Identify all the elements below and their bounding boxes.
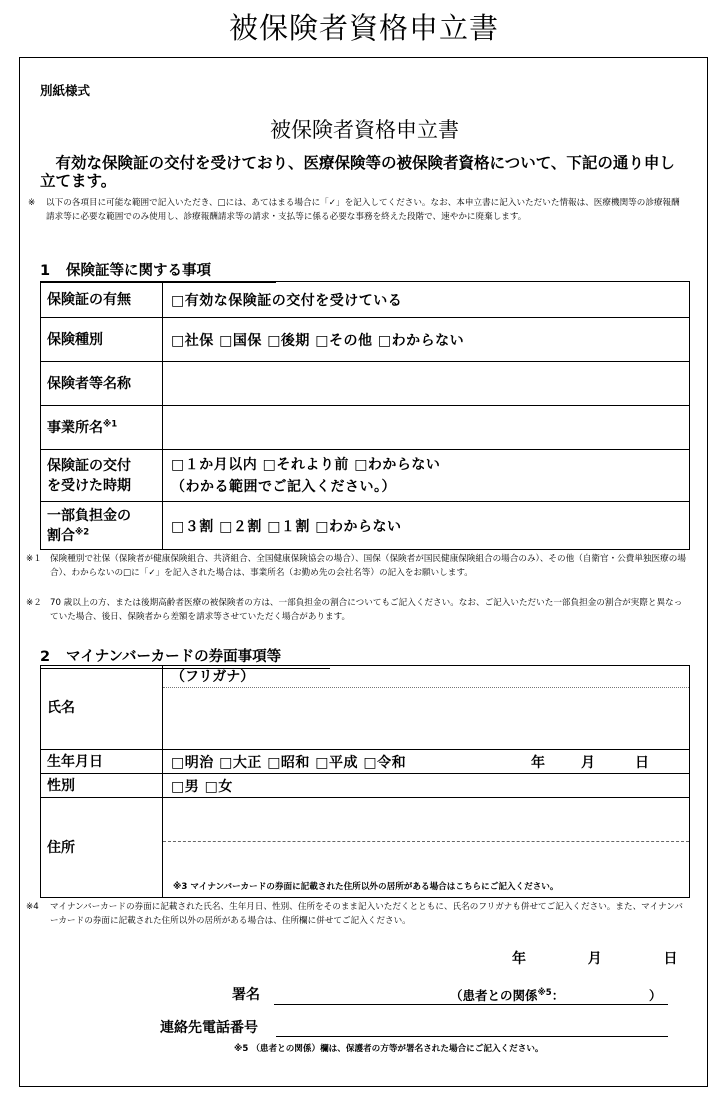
office-name-label-text: 事業所名 [47,419,103,436]
signature-label: 署名 [232,987,260,1003]
note-text: 70 歳以上の方、または後期高齢者医療の被保険者の方は、一部負担金の割合についてもご記入ください。なお、ご記入いただいた一部負担金の割合が実際と異なっていた場合、後日、保険者から差額を請求等させていただく場合があります。 [50,598,683,622]
relation-colon: ： [551,988,565,1003]
copay-ratio-row [41,502,690,550]
address-line-1[interactable] [163,798,689,842]
note-mark: ※4 [26,902,39,912]
insurance-table [40,281,690,550]
insurer-name-label: 保険者等名称 [41,362,163,406]
footnote-ref: ※1 [103,418,118,429]
copay-label-line1: 一部負担金の [47,507,131,524]
office-name-field[interactable] [163,406,690,450]
address-row [41,798,690,898]
date-month-unit: 月 [587,951,602,967]
office-name-row [41,406,690,450]
note-text: マイナンバーカードの券面に記載された氏名、生年月日、性別、住所をそのまま記入いただくとともに、氏名のフリガナも併せてご記入ください。また、マイナンバーカードの券面に記載された住所以外の居所がある場合は、住所欄に併せてご記入ください。 [50,902,683,926]
note-mark: ※ [28,198,36,208]
era-options[interactable]: □明治 □大正 □昭和 □平成 □令和 [171,754,407,771]
issue-time-label-line2: を受けた時期 [47,477,131,494]
issue-time-options[interactable]: □１か月以内 □それより前 □わからない [171,456,441,473]
address-field[interactable] [163,798,690,898]
gender-label: 性別 [41,774,163,798]
month-unit: 月 [581,754,596,771]
year-unit: 年 [531,754,546,771]
issue-time-label-line1: 保険証の交付 [47,457,131,474]
copay-ratio-label [41,502,163,550]
relation-open: （患者との関係 [450,988,538,1003]
furigana-field[interactable]: （フリガナ） [163,666,689,688]
note-text: 以下の各項目に可能な範囲で記入いただき、□には、あてはまる場合に「✓」を記入してください。なお、本申立書に記入いただいた情報は、医療機関等の診療報酬請求等に必要な範囲でのみ使用し、診療報酬請求等の請求・支払等に係る必要な事務を終えた段階で、速やかに廃棄します。 [46,198,680,222]
signature-note: ※5 （患者との関係）欄は、保護者の方等が署名された場合にご記入ください。 [234,1044,544,1054]
copay-label-line2: 割合 [47,527,75,544]
annex-label: 別紙様式 [40,83,91,98]
note-text: 保険種別で社保（保険者が健康保険組合、共済組合、全国健康保険協会の場合）、国保（保険者が国民健康保険組合の場合のみ）、その他（自衛官・公費単独医療の場合）、わからないの□に「✓」を記入された場合は、事業所名（お勤め先の会社名等）の記入をお願いします。 [50,554,686,578]
insurance-type-label: 保険種別 [41,318,163,362]
insurance-type-row [41,318,690,362]
note-mark: ※２ [26,598,42,608]
relation-close: ） [648,988,662,1003]
gender-row [41,774,690,798]
issue-time-row [41,450,690,502]
section-number: 2 [40,649,51,665]
address-line-2[interactable] [163,842,689,880]
date-day-unit: 日 [663,951,678,967]
insurer-name-field[interactable] [163,362,690,406]
address-label: 住所 [41,798,163,898]
section-2-title [40,645,330,666]
name-row [41,666,690,750]
section-2-note [26,900,686,928]
signature-line[interactable] [274,1004,668,1005]
section-1-note-1 [26,552,686,580]
issue-time-label [41,450,163,502]
page-title: 被保険者資格申立書 [228,11,499,45]
phone-label: 連絡先電話番号 [160,1020,258,1036]
office-name-label [41,406,163,450]
footnote-ref: ※2 [75,526,90,537]
footnote-ref: ※5 [537,987,552,998]
form-heading: 被保険者資格申立書 [270,118,459,142]
issue-time-field[interactable] [163,450,690,502]
gender-field[interactable]: □男 □女 [163,774,690,798]
intro-note [28,196,688,224]
insurance-type-field[interactable]: □社保 □国保 □後期 □その他 □わからない [163,318,690,362]
name-field[interactable] [163,666,690,750]
birth-label: 生年月日 [41,750,163,774]
address-note: ※3 マイナンバーカードの券面に記載された住所以外の居所がある場合はこちらにご記入ください。 [173,882,559,892]
section-title-text: マイナンバーカードの券面事項等 [66,649,282,665]
note-mark: ※１ [26,554,42,564]
day-unit: 日 [635,754,650,771]
date-year-unit: 年 [512,951,526,967]
issue-time-hint: （わかる範囲でご記入ください。） [171,478,396,495]
insurance-card-label: 保険証の有無 [41,282,163,318]
section-1-title [40,259,276,280]
section-number: 1 [40,263,51,279]
copay-ratio-field[interactable]: □３割 □２割 □１割 □わからない [163,502,690,550]
application-form [19,57,708,1087]
sign-date[interactable] [512,948,678,968]
insurance-card-field[interactable]: □有効な保険証の交付を受けている [163,282,690,318]
insurer-name-row [41,362,690,406]
section-title-text: 保険証等に関する事項 [66,263,211,279]
name-label: 氏名 [41,666,163,750]
birth-row [41,750,690,774]
insurance-card-row [41,282,690,318]
birth-date-grid [171,752,689,772]
birth-field[interactable] [163,750,690,774]
mynumber-table [40,665,690,898]
relation-field[interactable] [450,986,661,1004]
section-1-note-2 [26,596,686,624]
intro-text: 有効な保険証の交付を受けており、医療保険等の被保険者資格について、下記の通り申し立てます。 [40,154,675,190]
phone-line[interactable] [276,1036,668,1037]
